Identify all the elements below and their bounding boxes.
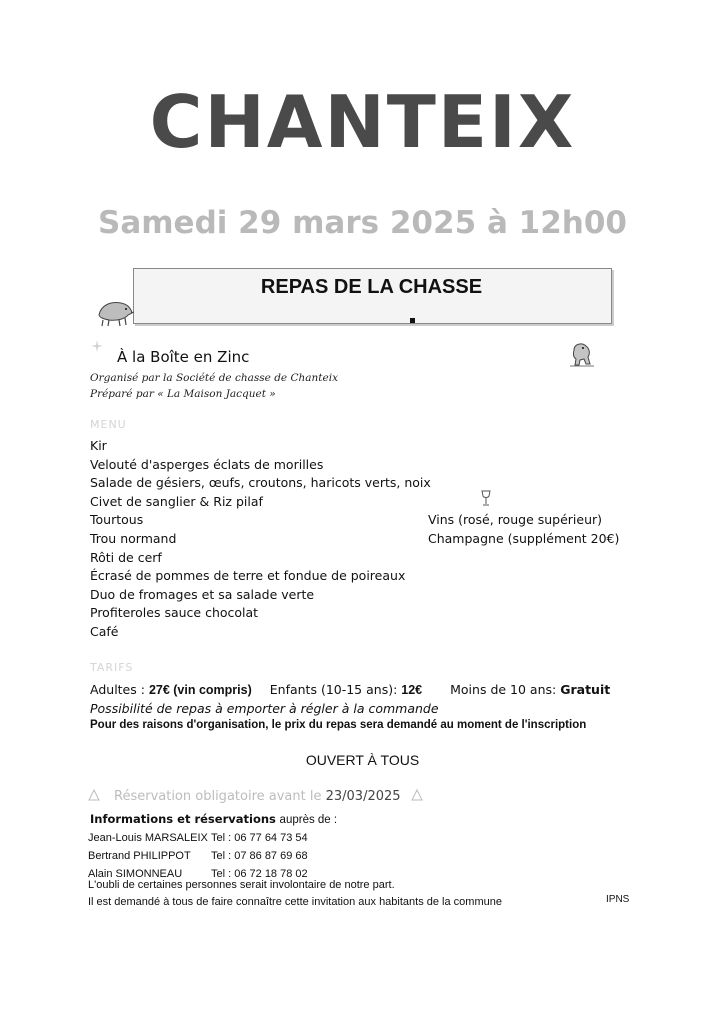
ipns-mark: IPNS — [606, 894, 630, 905]
contact-name: Jean-Louis MARSALEIX — [88, 832, 208, 844]
price-line — [90, 682, 610, 697]
adults-price: 27€ (vin compris) — [148, 683, 252, 697]
hunting-dog-icon — [568, 340, 596, 368]
reservation-line — [88, 789, 423, 804]
menu-item: Écrasé de pommes de terre et fondue de poireaux — [90, 568, 406, 584]
menu-item: Rôti de cerf — [90, 549, 162, 565]
drinks-list — [428, 511, 619, 548]
reservation-text: Réservation obligatoire avant le — [114, 789, 322, 804]
menu-item: Café — [90, 623, 119, 639]
event-date: Samedi 29 mars 2025 à 12h00 — [98, 205, 627, 241]
omission-note: L'oubli de certaines personnes serait involontaire de notre part. — [88, 879, 395, 891]
under10-price: Gratuit — [560, 682, 611, 697]
adults-label: Adultes : — [90, 682, 145, 697]
menu-item: Profiteroles sauce chocolat — [90, 605, 259, 621]
contact-row — [88, 847, 308, 865]
menu-item: Kir — [90, 438, 107, 453]
organizer-line: Organisé par la Société de chasse de Chanteix — [90, 372, 339, 384]
info-heading — [90, 812, 337, 826]
page-title: CHANTEIX — [149, 80, 576, 164]
boar-icon — [95, 295, 135, 327]
menu-heading: MENU — [90, 418, 127, 431]
contact-name: Bertrand PHILIPPOT — [88, 850, 191, 862]
menu-list — [90, 437, 431, 642]
tarifs-heading: TARIFS — [90, 661, 134, 674]
caterer-line: Préparé par « La Maison Jacquet » — [90, 388, 276, 400]
menu-item: Velouté d'asperges éclats de morilles — [90, 456, 324, 472]
contact-phone: Tel : 06 77 64 73 54 — [211, 832, 308, 844]
sparkle-icon — [91, 340, 103, 352]
bullet-dot — [410, 318, 415, 323]
banner-title: REPAS DE LA CHASSE — [260, 276, 483, 298]
menu-item: Salade de gésiers, œufs, croutons, haricots verts, noix — [90, 475, 431, 491]
info-heading-rest: auprès de : — [279, 814, 338, 826]
contact-phone: Tel : 06 72 18 78 02 — [211, 868, 308, 880]
wine-glass-icon — [481, 490, 491, 506]
drink-item: Champagne (supplément 20€) — [428, 530, 620, 546]
contact-phone: Tel : 07 86 87 69 68 — [211, 850, 308, 862]
payment-note: Pour des raisons d'organisation, le prix du repas sera demandé au moment de l'inscription — [90, 719, 587, 731]
warning-icon — [411, 789, 423, 801]
takeaway-note: Possibilité de repas à emporter à régler à la commande — [90, 701, 439, 716]
contact-row — [88, 829, 308, 847]
children-label: Enfants (10-15 ans): — [269, 682, 398, 697]
info-heading-bold: Informations et réservations — [90, 812, 276, 826]
contact-name: Alain SIMONNEAU — [88, 868, 183, 880]
open-to-all: OUVERT À TOUS — [305, 752, 420, 768]
reservation-deadline: 23/03/2025 — [325, 789, 401, 804]
menu-item: Tourtous — [90, 512, 144, 528]
drink-item: Vins (rosé, rouge supérieur) — [428, 512, 603, 527]
children-price: 12€ — [401, 683, 423, 697]
under10-label: Moins de 10 ans: — [450, 682, 557, 697]
menu-item: Trou normand — [90, 530, 177, 546]
warning-icon — [88, 789, 100, 801]
menu-item: Civet de sanglier & Riz pilaf — [90, 493, 263, 509]
menu-item: Duo de fromages et sa salade verte — [90, 586, 315, 602]
invitation-note: Il est demandé à tous de faire connaître cette invitation aux habitants de la commune — [88, 896, 502, 908]
venue-location: À la Boîte en Zinc — [117, 348, 250, 366]
contacts-list — [88, 829, 308, 883]
